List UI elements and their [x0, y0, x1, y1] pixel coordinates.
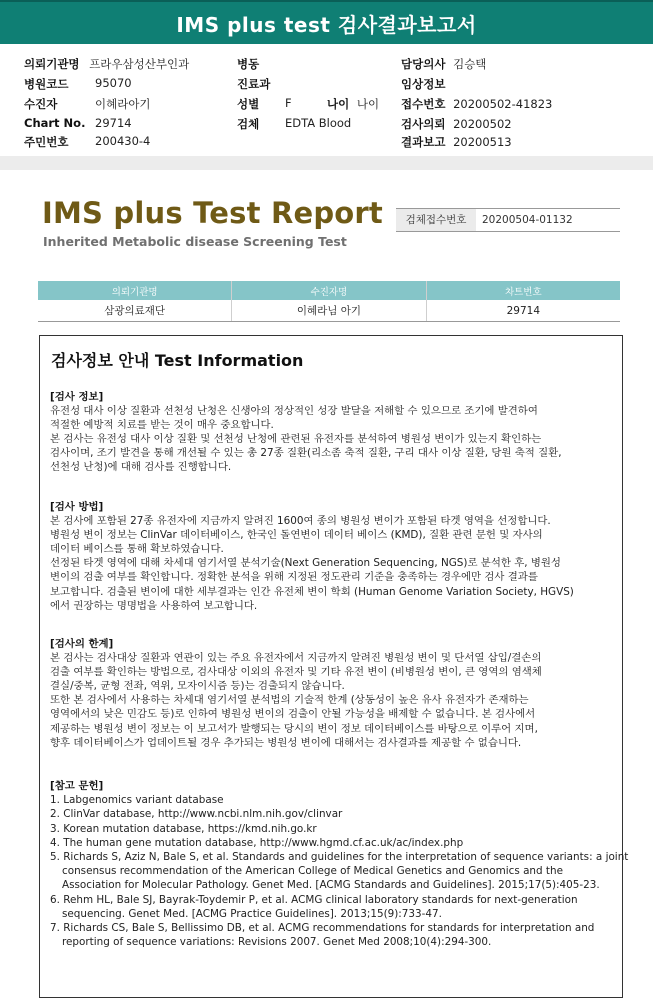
result-value: 20200513 [453, 135, 512, 149]
dept-label: 진료과 [237, 77, 271, 91]
result-label: 결과보고 [401, 135, 446, 149]
sex-field [237, 96, 292, 112]
paragraph-line: 선정된 타겟 영역에 대해 차세대 염기서열 분석기술(Next Generation Sequencing, NGS)로 분석한 후, 병원성 [50, 557, 561, 570]
clinical-label: 임상정보 [401, 77, 446, 91]
table-header-row [38, 281, 620, 300]
column-header: 수진자명 [232, 281, 426, 300]
hospital-code-label: 병원코드 [24, 77, 69, 91]
chart-field [24, 116, 132, 130]
references-section [50, 779, 629, 949]
id-value: 200430-4 [95, 134, 151, 148]
paragraph-line: 에서 권장하는 명명법을 사용하여 보고합니다. [50, 599, 258, 612]
paragraph-line: 결실/중복, 균형 전좌, 역위, 모자이시즘 등)는 검출되지 않습니다. [50, 680, 345, 693]
hospital-code-value: 95070 [95, 76, 132, 90]
receiver-field [24, 96, 151, 112]
paragraph-line: 또한 본 검사에서 사용하는 차세대 염기서열 분석법의 기술적 한계 (상동성이 높은 유사 유전자가 존재하는 [50, 694, 529, 707]
table-cell: 삼광의료재단 [38, 300, 232, 322]
receiver-label: 수진자 [24, 97, 58, 111]
paragraph-line: 적절한 예방적 치료를 받는 것이 매우 중요합니다. [50, 419, 274, 432]
specimen-field [237, 116, 352, 132]
reference-item: 4. The human gene mutation database, http://www.hgmd.cf.ac.uk/ac/index.php [50, 836, 464, 849]
reference-item: reporting of sequence variations: Revisions 2007. Genet Med 2008;10(4):294-300. [62, 936, 492, 949]
paragraph-line: 선천성 난청)에 대해 검사를 진행합니다. [50, 461, 232, 474]
reference-item: 5. Richards S, Aziz N, Bale S, et al. Standards and guidelines for the interpretation of sequence variants: a joint [50, 851, 629, 864]
paragraph-line: 유전성 대사 이상 질환과 선천성 난청은 신생아의 정상적인 성장 발달을 저해할 수 있으므로 조기에 발견하여 [50, 405, 538, 418]
paragraph-line: 향후 데이터베이스가 업데이트될 경우 추가되는 병원성 변이에 대해서는 검사결과를 제공할 수 없습니다. [50, 736, 522, 749]
paragraph-line: 병원성 변이 정보는 ClinVar 데이터베이스, 한국인 돌연변이 데이터 베이스 (KMD), 질환 관련 문헌 및 자사의 [50, 529, 543, 542]
id-label: 주민번호 [24, 135, 69, 149]
chart-label: Chart No. [24, 116, 86, 130]
id-field [24, 134, 151, 150]
paragraph-line: 본 검사는 검사대상 질환과 연관이 있는 주요 유전자에서 지금까지 알려진 병원성 변이 및 단서열 삽입/결손의 [50, 652, 542, 665]
sex-value: F [285, 96, 292, 110]
section-test-method [50, 500, 615, 613]
chart-value: 29714 [95, 116, 132, 130]
patient-table [38, 281, 620, 322]
info-title: 검사정보 안내 Test Information [51, 351, 304, 370]
accession-label: 접수번호 [401, 97, 446, 111]
report-title: IMS plus Test Report [42, 196, 383, 230]
sample-number-box [396, 208, 620, 232]
banner-title: IMS plus test 검사결과보고서 [176, 13, 477, 37]
paragraph-line: 제공하는 병원성 변이 정보는 이 보고서가 발행되는 당시의 변이 정보 데이터베이스를 바탕으로 이루어 지며, [50, 722, 538, 735]
sample-number-value: 20200504-01132 [482, 214, 573, 226]
sample-number-label: 검체접수번호 [396, 209, 476, 231]
reference-item: sequencing. Genet Med. [ACMG Practice Guidelines]. 2013;15(9):733-47. [62, 907, 442, 920]
age-field [327, 96, 379, 112]
paragraph-line: 보고합니다. 검출된 변이에 대한 세부결과는 인간 유전체 변이 학회 (Human Genome Variation Society, HGVS) [50, 585, 574, 598]
ward-label: 병동 [237, 57, 260, 71]
paragraph-line: 검사이며, 조기 발견을 통해 개선될 수 있는 총 27종 질환(리소좀 축적 질환, 구리 대사 이상 질환, 당원 축적 질환, [50, 447, 562, 460]
org-field [24, 56, 189, 72]
sex-label: 성별 [237, 97, 260, 111]
section-heading: [검사의 한계] [50, 638, 114, 650]
section-test-limits [50, 637, 615, 750]
clinical-field [401, 76, 445, 92]
specimen-value: EDTA Blood [285, 116, 352, 130]
reference-item: 1. Labgenomics variant database [50, 794, 224, 807]
request-field [401, 116, 512, 132]
section-heading: [검사 방법] [50, 501, 104, 513]
dept-field [237, 76, 270, 92]
reference-item: consensus recommendation of the American College of Medical Genetics and Genomics and the [62, 865, 563, 878]
section-test-info [50, 390, 615, 475]
table-row [38, 300, 620, 322]
specimen-label: 검체 [237, 117, 260, 131]
top-banner [0, 0, 653, 44]
doctor-value: 김승택 [453, 57, 487, 71]
paragraph-line: 영역에서의 낮은 민감도 등)로 인하여 병원성 변이의 검출이 안될 가능성을 배제할 수 없습니다. 본 검사에서 [50, 708, 536, 721]
request-label: 검사의뢰 [401, 117, 446, 131]
accession-field [401, 96, 552, 112]
org-value: 프라우삼성산부인과 [89, 57, 190, 71]
request-value: 20200502 [453, 117, 512, 131]
result-field [401, 134, 512, 150]
paragraph-line: 본 검사는 유전성 대사 이상 질환 및 선천성 난청에 관련된 유전자를 분석하여 병원성 변이가 있는지 확인하는 [50, 433, 542, 446]
column-header: 차트번호 [426, 281, 620, 300]
receiver-value: 이혜라아기 [95, 97, 151, 111]
ward-field [237, 56, 259, 72]
paragraph-line: 본 검사에 포함된 27종 유전자에 지금까지 알려진 1600여 종의 병원성 변이가 포함된 타겟 영역을 선정합니다. [50, 515, 551, 528]
hospital-code-field [24, 76, 132, 92]
column-header: 의뢰기관명 [38, 281, 232, 300]
table-cell: 이혜라님 아기 [232, 300, 426, 322]
header-divider [0, 156, 653, 170]
reference-item: Association for Molecular Pathology. Genet Med. [ACMG Standards and Guidelines]. 2015;17(5):405-23. [62, 879, 600, 892]
doctor-label: 담당의사 [401, 57, 446, 71]
reference-item: 7. Richards CS, Bale S, Bellissimo DB, et al. ACMG recommendations for standards for interpretation and [50, 922, 595, 935]
doctor-field [401, 56, 486, 72]
section-heading: [검사 정보] [50, 391, 104, 403]
reference-item: 2. ClinVar database, http://www.ncbi.nlm.nih.gov/clinvar [50, 808, 343, 821]
reference-item: 3. Korean mutation database, https://kmd.nih.go.kr [50, 822, 317, 835]
age-value: 나이 [356, 97, 380, 111]
paragraph-line: 변이의 검출 여부를 확인합니다. 정확한 분석을 위해 지정된 정도관리 기준을 충족하는 경우에만 검사 결과를 [50, 571, 538, 584]
reference-item: 6. Rehm HL, Bale SJ, Bayrak-Toydemir P, et al. ACMG clinical laboratory standards for next-generation [50, 893, 578, 906]
age-label: 나이 [327, 97, 350, 111]
paragraph-line: 데이터 베이스를 통해 확보하였습니다. [50, 543, 224, 556]
accession-value: 20200502-41823 [453, 97, 553, 111]
table-cell: 29714 [426, 300, 620, 322]
report-subtitle: Inherited Metabolic disease Screening Test [43, 234, 347, 249]
paragraph-line: 검출 여부를 확인하는 방법으로, 검사대상 이외의 유전자 및 기타 유전 변이 (비병원성 변이, 큰 영역의 염색체 [50, 666, 542, 679]
org-label: 의뢰기관명 [24, 57, 80, 71]
section-heading: [참고 문헌] [50, 780, 104, 792]
